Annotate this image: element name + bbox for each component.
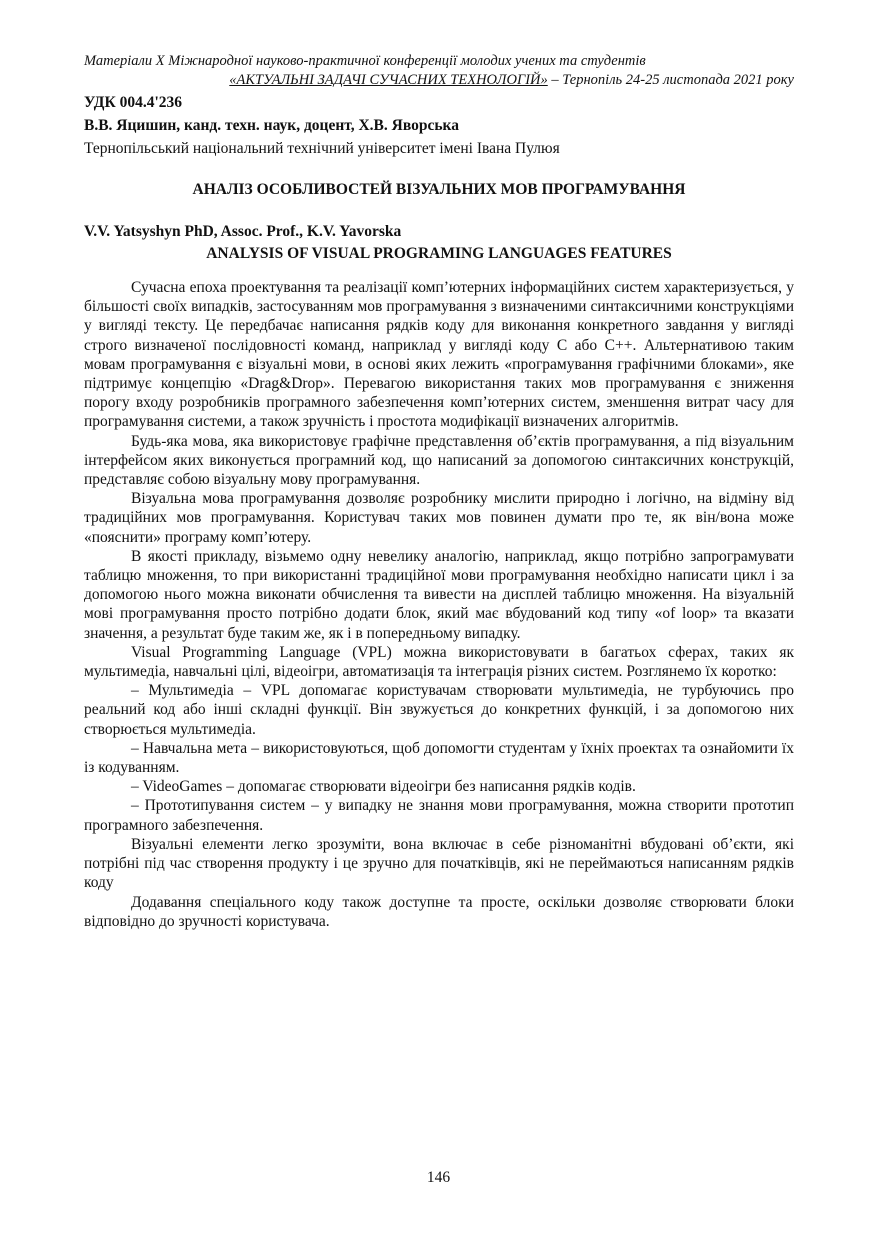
header-conference-name: «АКТУАЛЬНІ ЗАДАЧІ СУЧАСНИХ ТЕХНОЛОГІЙ» <box>229 72 548 88</box>
paper-title-ua: АНАЛІЗ ОСОБЛИВОСТЕЙ ВІЗУАЛЬНИХ МОВ ПРОГРАМУВАННЯ <box>192 181 686 198</box>
header-line-2 <box>84 71 794 90</box>
paper-title-en: ANALYSIS OF VISUAL PROGRAMING LANGUAGES FEATURES <box>206 245 672 262</box>
paragraph: Visual Programming Language (VPL) можна використовувати в багатьох сферах, таких як мультимедіа, навчальні цілі, відеоігри, автоматизація та інтеграція різних систем. Розглянемо їх коротко: <box>84 643 794 681</box>
list-item: – Мультимедіа – VPL допомагає користувачам створювати мультимедіа, не турбуючись про реальний код або інші складні функції. Він звужується до конкретних функцій, і за допомогою них створюється мультимедіа. <box>84 682 794 738</box>
page-number: 146 <box>426 1169 451 1186</box>
paper-page <box>84 52 794 931</box>
paragraph: Додавання спеціального коду також доступне та просте, оскільки дозволяє створювати блоки відповідно до зручності користувача. <box>84 893 794 930</box>
affiliation: Тернопільський національний технічний університет імені Івана Пулюя <box>84 140 560 157</box>
paragraph: Будь-яка мова, яка використовує графічне представлення об’єктів програмування, а під візуальним інтерфейсом яких виконується програмний код, що написаний за допомогою синтаксичних конструкцій, представляє собою візуальну мову програмування. <box>84 432 794 489</box>
paragraph: Візуальні елементи легко зрозуміти, вона включає в себе різноманітні вбудовані об’єкти, які потрібні під час створення продукту і це зручно для початківців, які не переймаються написанням рядків коду <box>84 835 794 892</box>
udk-code: УДК 004.4'236 <box>84 94 183 111</box>
list-item: – Навчальна мета – використовуються, щоб допомогти студентам у їхніх проектах та ознайомити їх із кодуванням. <box>84 739 794 777</box>
paragraph: В якості прикладу, візьмемо одну невелику аналогію, наприклад, якщо потрібно запрограмувати таблицю множення, то при використанні традиційної мови програмування необхідно написати цикл і за допомогою нього можна виконати обчислення та вивести на дисплей таблицю множення. На візуальній мові програмування просто потрібно додати блок, який має вбудований код типу «of loop» та вказати значення, а результат буде таким же, як і в попередньому випадку. <box>84 547 794 642</box>
authors-ua: В.В. Яцишин, канд. техн. наук, доцент, Х.В. Яворська <box>84 117 459 134</box>
paragraph: Візуальна мова програмування дозволяє розробнику мислити природно і логічно, на відміну від традиційних мов програмування. Користувач таких мов повинен думати про те, як він/вона може «пояснити» програму комп’ютеру. <box>84 490 794 546</box>
header-conference-date: – Тернопіль 24-25 листопада 2021 року <box>547 72 794 88</box>
header-line-1: Матеріали X Міжнародної науково-практичної конференції молодих учених та студентів <box>84 53 646 69</box>
list-item: – Прототипування систем – у випадку не знання мови програмування, можна створити прототип програмного забезпечення. <box>84 797 794 834</box>
body-text <box>84 278 794 931</box>
running-header <box>84 52 794 90</box>
list-item: – VideoGames – допомагає створювати відеоігри без написання рядків кодів. <box>131 778 636 796</box>
authors-en: V.V. Yatsyshyn PhD, Assoc. Prof., K.V. Yavorska <box>84 223 402 240</box>
paragraph: Сучасна епоха проектування та реалізації комп’ютерних інформаційних систем характеризується, у більшості своїх випадків, застосуванням мов програмування з визначеними синтаксичними конструкціями у вигляді тексту. Це передбачає написання рядків коду для виконання конкретного завдання у вигляді строго визначеної послідовності команд, наприклад у вигляді коду C або C++. Альтернативою таким мовам програмування є візуальні мови, в основі яких лежить «програмування графічними блоками», яке підтримує концепцію «Drag&Drop». Перевагою використання таких мов програмування є зниження порогу входу розробників програмного забезпечення комп’ютерних систем, зменшення витрат часу для програмування системи, а також зручність і простота модифікації визначених алгоритмів. <box>84 279 794 431</box>
